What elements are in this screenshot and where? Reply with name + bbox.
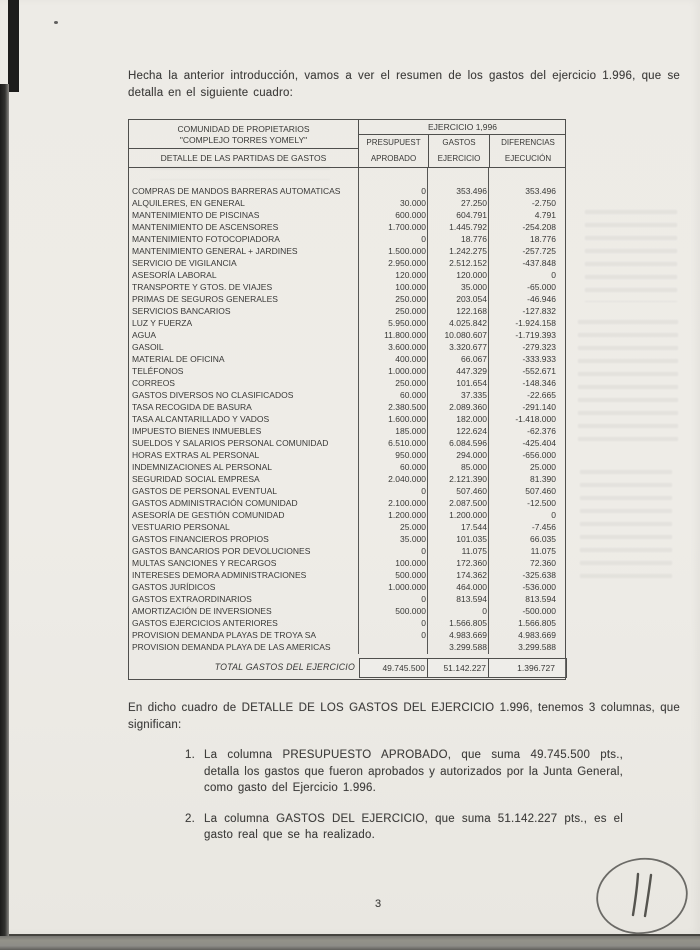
row-presupuesto: 2.950.000 (388, 258, 426, 268)
row-label: GASTOS EJERCICIOS ANTERIORES (132, 618, 278, 628)
row-gastos: 11.075 (461, 546, 487, 556)
row-presupuesto: 1.700.000 (388, 222, 426, 232)
table-row (129, 485, 565, 497)
row-diferencias: -291.140 (522, 402, 556, 412)
row-diferencias: 813.594 (525, 594, 556, 604)
table-row (129, 449, 565, 461)
row-gastos: 447.329 (456, 366, 487, 376)
row-label: MULTAS SANCIONES Y RECARGOS (132, 558, 277, 568)
row-label: GASTOS DE PERSONAL EVENTUAL (132, 486, 278, 496)
row-label: AGUA (132, 330, 157, 340)
row-diferencias: -2.750 (531, 198, 556, 208)
row-gastos: 604.791 (456, 210, 487, 220)
row-label: GASOIL (132, 342, 164, 352)
row-presupuesto: 1.200.000 (388, 510, 426, 520)
row-label: PROVISION DEMANDA PLAYAS DE TROYA SA (132, 630, 317, 640)
row-label: MANTENIMIENTO DE PISCINAS (132, 210, 260, 220)
row-gastos: 2.087.500 (449, 498, 487, 508)
row-diferencias: 507.460 (525, 486, 556, 496)
row-label: TELÉFONOS (132, 366, 184, 376)
row-label: GASTOS BANCARIOS POR DEVOLUCIONES (132, 546, 311, 556)
bleedthrough-smudge (578, 320, 678, 450)
row-diferencias: -552.671 (522, 366, 556, 376)
row-diferencias: -1.924.158 (515, 318, 556, 328)
table-vline (427, 168, 428, 654)
row-diferencias: 0 (551, 510, 556, 520)
row-presupuesto: 1.000.000 (388, 366, 426, 376)
row-label: IMPUESTO BIENES INMUEBLES (132, 426, 262, 436)
row-presupuesto: 25.000 (400, 522, 426, 532)
row-label: HORAS EXTRAS AL PERSONAL (132, 450, 260, 460)
table-row (129, 293, 565, 305)
row-label: TRANSPORTE Y GTOS. DE VIAJES (132, 282, 273, 292)
table-row (129, 281, 565, 293)
table-row (129, 497, 565, 509)
row-gastos: 813.594 (456, 594, 487, 604)
table-row (129, 269, 565, 281)
handwritten-circled-11 (592, 854, 692, 938)
exercise-title: EJERCICIO 1,996 (359, 120, 566, 135)
table-row (129, 641, 565, 653)
row-presupuesto: 250.000 (395, 306, 426, 316)
row-label: PRIMAS DE SEGUROS GENERALES (132, 294, 278, 304)
row-gastos: 101.654 (456, 378, 487, 388)
table-vline (488, 168, 489, 654)
row-gastos: 1.566.805 (449, 618, 487, 628)
row-presupuesto: 0 (421, 234, 426, 244)
row-gastos: 85.000 (461, 462, 487, 472)
row-presupuesto: 185.000 (395, 426, 426, 436)
list-item (185, 811, 623, 844)
row-presupuesto: 35.000 (400, 534, 426, 544)
row-diferencias: -254.208 (522, 222, 556, 232)
row-diferencias: -62.376 (527, 426, 556, 436)
table-row (129, 209, 565, 221)
table-row (129, 425, 565, 437)
table-row (129, 305, 565, 317)
row-label: LUZ Y FUERZA (132, 318, 193, 328)
table-body (129, 168, 565, 654)
row-presupuesto: 250.000 (395, 378, 426, 388)
total-presupuesto: 49.745.500 (359, 658, 428, 678)
row-gastos: 294.000 (456, 450, 487, 460)
row-label: CORREOS (132, 378, 175, 388)
table-row (129, 377, 565, 389)
row-diferencias: 353.496 (525, 186, 556, 196)
row-diferencias: -425.404 (522, 438, 556, 448)
row-label: AMORTIZACIÓN DE INVERSIONES (132, 606, 272, 616)
row-diferencias: -22.665 (527, 390, 556, 400)
row-gastos: 27.250 (461, 198, 487, 208)
row-gastos: 4.025.842 (449, 318, 487, 328)
row-presupuesto: 100.000 (395, 282, 426, 292)
total-label: TOTAL GASTOS DEL EJERCICIO (214, 662, 355, 672)
row-label: SUELDOS Y SALARIOS PERSONAL COMUNIDAD (132, 438, 329, 448)
row-presupuesto: 100.000 (395, 558, 426, 568)
table-row (129, 509, 565, 521)
row-gastos: 1.242.275 (449, 246, 487, 256)
row-label: SERVICIO DE VIGILANCIA (132, 258, 237, 268)
table-row (129, 545, 565, 557)
row-presupuesto: 1.600.000 (388, 414, 426, 424)
row-diferencias: 11.075 (530, 546, 556, 556)
table-row (129, 185, 565, 197)
row-diferencias: 81.390 (530, 474, 556, 484)
list-item-number: 2. (185, 812, 195, 825)
table-row (129, 569, 565, 581)
column-header-presupuesto: PRESUPUEST APROBADO (366, 138, 421, 163)
row-gastos: 4.983.669 (449, 630, 487, 640)
org-name-line1: COMUNIDAD DE PROPIETARIOS (177, 124, 310, 134)
row-label: ASESORÍA DE GESTIÓN COMUNIDAD (132, 510, 285, 520)
row-diferencias: 4.791 (534, 210, 556, 220)
row-diferencias: -148.346 (522, 378, 556, 388)
table-row (129, 257, 565, 269)
row-diferencias: 25.000 (530, 462, 556, 472)
table-row (129, 365, 565, 377)
row-gastos: 3.299.588 (449, 642, 487, 652)
table-row (129, 221, 565, 233)
row-presupuesto: 250.000 (395, 294, 426, 304)
row-label: SEGURIDAD SOCIAL EMPRESA (132, 474, 260, 484)
total-diferencias: 1.396.727 (489, 658, 567, 678)
row-diferencias: 1.566.805 (518, 618, 556, 628)
row-gastos: 174.362 (456, 570, 487, 580)
table-row (129, 341, 565, 353)
table-row (129, 473, 565, 485)
table-row (129, 245, 565, 257)
row-diferencias: -536.000 (522, 582, 556, 592)
row-diferencias: -257.725 (522, 246, 556, 256)
row-presupuesto: 6.510.000 (388, 438, 426, 448)
row-gastos: 6.084.596 (449, 438, 487, 448)
row-gastos: 66.067 (461, 354, 487, 364)
row-gastos: 0 (482, 606, 487, 616)
row-presupuesto: 0 (421, 486, 426, 496)
row-gastos: 3.320.677 (449, 342, 487, 352)
table-row (129, 521, 565, 533)
row-label: INTERESES DEMORA ADMINISTRACIONES (132, 570, 307, 580)
row-diferencias: -325.638 (522, 570, 556, 580)
row-gastos: 1.445.792 (449, 222, 487, 232)
row-label: GASTOS FINANCIEROS PROPIOS (132, 534, 269, 544)
total-gastos: 51.142.227 (428, 658, 489, 678)
explanation-section (128, 700, 680, 844)
row-presupuesto: 2.100.000 (388, 498, 426, 508)
row-gastos: 464.000 (456, 582, 487, 592)
table-row (129, 389, 565, 401)
row-diferencias: 66.035 (530, 534, 556, 544)
row-diferencias: 3.299.588 (518, 642, 556, 652)
list-item-text: La columna PRESUPUESTO APROBADO, que suma 49.745.500 pts., detalla los gastos que fueron aprobados y autorizados por la Junta General, como gasto del Ejercicio 1.996. (204, 749, 623, 794)
columns-explanation-paragraph: En dicho cuadro de DETALLE DE LOS GASTOS DEL EJERCICIO 1.996, tenemos 3 columnas, que significan: (128, 702, 680, 731)
row-gastos: 101.035 (456, 534, 487, 544)
intro-paragraph: Hecha la anterior introducción, vamos a ver el resumen de los gastos del ejercicio 1.996, que se detalla en el siguiente cuadro: (128, 70, 680, 99)
row-gastos: 2.512.152 (449, 258, 487, 268)
row-diferencias: 18.776 (530, 234, 556, 244)
row-label: MANTENIMIENTO DE ASCENSORES (132, 222, 279, 232)
row-presupuesto: 5.950.000 (388, 318, 426, 328)
row-diferencias: -656.000 (522, 450, 556, 460)
row-diferencias: -7.456 (531, 522, 556, 532)
row-presupuesto: 3.600.000 (388, 342, 426, 352)
scan-edge-top-left (8, 0, 19, 92)
row-label: PROVISION DEMANDA PLAYA DE LAS AMERICAS (132, 642, 331, 652)
table-row (129, 329, 565, 341)
scanner-background-band (0, 936, 700, 950)
row-gastos: 2.089.360 (449, 402, 487, 412)
row-gastos: 507.460 (456, 486, 487, 496)
row-gastos: 2.121.390 (449, 474, 487, 484)
bleedthrough-smudge (580, 470, 672, 580)
row-label: GASTOS JURÍDICOS (132, 582, 216, 592)
row-diferencias: -12.500 (527, 498, 556, 508)
table-vline (358, 168, 359, 654)
table-row (129, 617, 565, 629)
row-gastos: 1.200.000 (449, 510, 487, 520)
row-diferencias: -46.946 (527, 294, 556, 304)
row-gastos: 120.000 (456, 270, 487, 280)
row-label: SERVICIOS BANCARIOS (132, 306, 231, 316)
row-gastos: 353.496 (456, 186, 487, 196)
row-presupuesto: 400.000 (395, 354, 426, 364)
table-row (129, 413, 565, 425)
row-label: MANTENIMIENTO FOTOCOPIADORA (132, 234, 280, 244)
row-label: TASA ALCANTARILLADO Y VADOS (132, 414, 270, 424)
row-presupuesto: 0 (421, 594, 426, 604)
table-row (129, 593, 565, 605)
table-header (129, 120, 565, 168)
table-row (129, 437, 565, 449)
row-presupuesto: 600.000 (395, 210, 426, 220)
expenses-table (128, 119, 566, 680)
row-label: COMPRAS DE MANDOS BARRERAS AUTOMATICAS (132, 186, 341, 196)
table-row (129, 353, 565, 365)
row-presupuesto: 500.000 (395, 570, 426, 580)
table-row (129, 461, 565, 473)
row-gastos: 172.360 (456, 558, 487, 568)
bleedthrough-smudge (585, 210, 677, 302)
row-label: ALQUILERES, EN GENERAL (132, 198, 245, 208)
row-gastos: 122.624 (456, 426, 487, 436)
row-presupuesto: 0 (421, 186, 426, 196)
row-presupuesto: 1.500.000 (388, 246, 426, 256)
org-name-line2: "COMPLEJO TORRES YOMELY" (179, 135, 308, 145)
table-total-row (129, 654, 565, 681)
page-number: 3 (374, 898, 382, 910)
row-label: VESTUARIO PERSONAL (132, 522, 230, 532)
row-label: MANTENIMIENTO GENERAL + JARDINES (132, 246, 298, 256)
row-diferencias: -1.719.393 (515, 330, 556, 340)
row-presupuesto: 0 (421, 546, 426, 556)
row-diferencias: -1.418.000 (515, 414, 556, 424)
row-gastos: 37.335 (461, 390, 487, 400)
row-gastos: 10.080.607 (444, 330, 487, 340)
row-gastos: 17.544 (461, 522, 487, 532)
row-presupuesto: 2.380.500 (388, 402, 426, 412)
row-diferencias: -437.848 (522, 258, 556, 268)
row-label: GASTOS EXTRAORDINARIOS (132, 594, 252, 604)
table-header-right (359, 120, 566, 167)
row-diferencias: -279.323 (522, 342, 556, 352)
row-presupuesto: 60.000 (400, 390, 426, 400)
row-label: MATERIAL DE OFICINA (132, 354, 225, 364)
row-label: TASA RECOGIDA DE BASURA (132, 402, 252, 412)
row-presupuesto: 950.000 (395, 450, 426, 460)
column-header-diferencias: DIFERENCIAS EJECUCIÓN (489, 135, 566, 167)
scan-edge-left (0, 84, 9, 936)
row-presupuesto (359, 641, 428, 653)
row-diferencias: -127.832 (522, 306, 556, 316)
table-row (129, 557, 565, 569)
list-item-text: La columna GASTOS DEL EJERCICIO, que suma 51.142.227 pts., es el gasto real que se ha realizado. (204, 812, 623, 841)
row-label: GASTOS ADMINISTRACIÓN COMUNIDAD (132, 498, 298, 508)
table-row (129, 533, 565, 545)
row-diferencias: -500.000 (522, 606, 556, 616)
table-row (129, 605, 565, 617)
row-presupuesto: 30.000 (400, 198, 426, 208)
table-row (129, 401, 565, 413)
row-presupuesto: 0 (421, 630, 426, 640)
row-diferencias: 4.983.669 (518, 630, 556, 640)
row-diferencias: -333.933 (522, 354, 556, 364)
row-presupuesto: 2.040.000 (388, 474, 426, 484)
row-gastos: 122.168 (456, 306, 487, 316)
list-item-number: 1. (185, 749, 195, 761)
row-label: GASTOS DIVERSOS NO CLASIFICADOS (132, 390, 294, 400)
row-presupuesto: 0 (421, 618, 426, 628)
row-gastos: 203.054 (456, 294, 487, 304)
row-presupuesto: 500.000 (395, 606, 426, 616)
table-row (129, 629, 565, 641)
columns-list (185, 747, 623, 844)
list-item (185, 747, 623, 797)
table-row (129, 197, 565, 209)
row-label: ASESORÍA LABORAL (132, 270, 217, 280)
row-diferencias: 72.360 (530, 558, 556, 568)
table-row (129, 233, 565, 245)
row-diferencias: 0 (551, 270, 556, 280)
row-presupuesto: 60.000 (400, 462, 426, 472)
table-row (129, 581, 565, 593)
row-gastos: 35.000 (461, 282, 487, 292)
row-presupuesto: 1.000.000 (388, 582, 426, 592)
table-row (129, 317, 565, 329)
row-presupuesto: 120.000 (395, 270, 426, 280)
row-presupuesto: 11.800.000 (384, 330, 426, 340)
detail-column-title: DETALLE DE LAS PARTIDAS DE GASTOS (129, 148, 358, 167)
column-header-gastos: GASTOS EJERCICIO (428, 135, 489, 167)
table-header-left (129, 120, 359, 167)
row-diferencias: -65.000 (527, 282, 556, 292)
ink-speck (54, 21, 58, 24)
row-gastos: 18.776 (461, 234, 487, 244)
row-label: INDEMNIZACIONES AL PERSONAL (132, 462, 272, 472)
row-gastos: 182.000 (456, 414, 487, 424)
